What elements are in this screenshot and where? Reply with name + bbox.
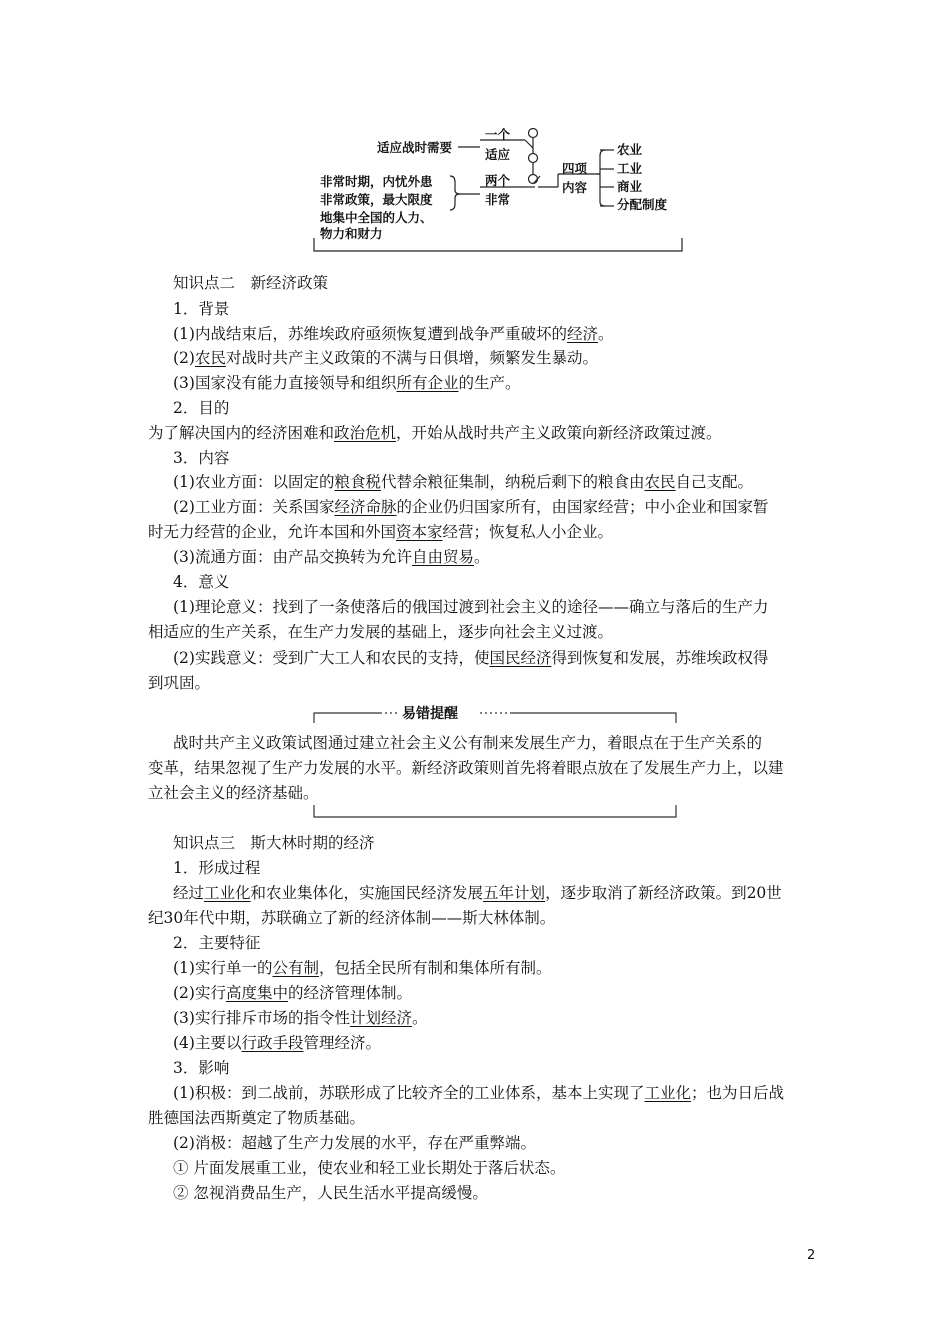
tip-line-3: 立社会主义的经济基础。 bbox=[148, 784, 319, 802]
kp2-c2b: 时无力经营的企业，允许本国和外国资本家经营；恢复私人小企业。 bbox=[148, 523, 614, 541]
diagram-label-b1: 非常时期，内忧外患 bbox=[320, 174, 433, 189]
kp2-s1: 1．背景 bbox=[173, 300, 230, 318]
page-number: 2 bbox=[807, 1248, 816, 1263]
kp2-bg1: (1)内战结束后，苏维埃政府亟须恢复遭到战争严重破坏的经济。 bbox=[173, 325, 614, 343]
kp2-s4: 4．意义 bbox=[173, 573, 230, 591]
kp2-s3: 3．内容 bbox=[173, 449, 230, 467]
kp2-c2a: (2)工业方面：关系国家经济命脉的企业仍归国家所有，由国家经营；中小企业和国家暂 bbox=[173, 498, 769, 516]
tip-title: 易错提醒 bbox=[398, 703, 462, 723]
kp2-m1b: 相适应的生产关系，在生产力发展的基础上，逐步向社会主义过渡。 bbox=[148, 623, 614, 641]
diagram-four: 四项 bbox=[562, 161, 588, 176]
kp3-s3: 3．影响 bbox=[173, 1059, 230, 1077]
diagram-adapt: 适应 bbox=[485, 147, 511, 162]
kp3-t3: (3)实行排斥市场的指令性计划经济。 bbox=[173, 1009, 428, 1027]
diagram-abnormal: 非常 bbox=[485, 192, 511, 207]
diagram-label-b2: 非常政策，最大限度 bbox=[320, 192, 433, 207]
kp2-m1a: (1)理论意义：找到了一条使落后的俄国过渡到社会主义的途径——确立与落后的生产力 bbox=[173, 598, 769, 616]
diagram-item-agriculture: 农业 bbox=[617, 142, 643, 157]
kp3-f1: 经过工业化和农业集体化，实施国民经济发展五年计划，逐步取消了新经济政策。到20世 bbox=[173, 884, 782, 902]
kp3-e2a: ① 片面发展重工业，使农业和轻工业长期处于落后状态。 bbox=[173, 1159, 566, 1177]
kp3-e1b: 胜德国法西斯奠定了物质基础。 bbox=[148, 1109, 366, 1127]
diagram-item-industry: 工业 bbox=[617, 161, 643, 176]
kp3-e1a: (1)积极：到二战前，苏联形成了比较齐全的工业体系，基本上实现了工业化；也为日后战 bbox=[173, 1084, 784, 1102]
kp3-title: 知识点三 斯大林时期的经济 bbox=[173, 834, 375, 852]
kp3-t4: (4)主要以行政手段管理经济。 bbox=[173, 1034, 381, 1052]
knowledge-diagram bbox=[300, 118, 700, 268]
kp2-bg3: (3)国家没有能力直接领导和组织所有企业的生产。 bbox=[173, 374, 521, 392]
kp2-s2: 2．目的 bbox=[173, 399, 230, 417]
kp2-title: 知识点二 新经济政策 bbox=[173, 274, 329, 292]
diagram-label-b3: 地集中全国的人力、 bbox=[320, 210, 433, 225]
kp2-c1: (1)农业方面：以固定的粮食税代替余粮征集制，纳税后剩下的粮食由农民自己支配。 bbox=[173, 473, 754, 491]
kp3-s1: 1．形成过程 bbox=[173, 859, 261, 877]
tip-line-2: 变革，结果忽视了生产力发展的水平。新经济政策则首先将着眼点放在了发展生产力上，以建 bbox=[148, 759, 784, 777]
diagram-item-commerce: 商业 bbox=[617, 179, 643, 194]
kp3-e2: (2)消极：超越了生产力发展的水平，存在严重弊端。 bbox=[173, 1134, 536, 1152]
diagram-label-adapt: 适应战时需要 bbox=[377, 140, 453, 155]
diagram-item-distribution: 分配制度 bbox=[617, 197, 668, 212]
kp2-c3: (3)流通方面：由产品交换转为允许自由贸易。 bbox=[173, 548, 490, 566]
kp3-s2: 2．主要特征 bbox=[173, 934, 261, 952]
kp2-m2b: 到巩固。 bbox=[148, 674, 211, 692]
diagram-one: 一个 bbox=[485, 127, 511, 142]
kp3-t1: (1)实行单一的公有制，包括全民所有制和集体所有制。 bbox=[173, 959, 552, 977]
kp2-goal: 为了解决国内的经济困难和政治危机，开始从战时共产主义政策向新经济政策过渡。 bbox=[148, 424, 722, 442]
diagram-label-b4: 物力和财力 bbox=[320, 226, 383, 241]
diagram-two: 两个 bbox=[485, 173, 511, 188]
tip-line-1: 战时共产主义政策试图通过建立社会主义公有制来发展生产力，着眼点在于生产关系的 bbox=[173, 734, 763, 752]
kp3-t2: (2)实行高度集中的经济管理体制。 bbox=[173, 984, 412, 1002]
kp3-f2: 纪30年代中期，苏联确立了新的经济体制——斯大林体制。 bbox=[148, 909, 556, 927]
kp3-e2b: ② 忽视消费品生产，人民生活水平提高缓慢。 bbox=[173, 1184, 488, 1202]
kp2-bg2: (2)农民对战时共产主义政策的不满与日俱增，频繁发生暴动。 bbox=[173, 349, 598, 367]
kp2-m2a: (2)实践意义：受到广大工人和农民的支持，使国民经济得到恢复和发展，苏维埃政权得 bbox=[173, 649, 769, 667]
diagram-content: 内容 bbox=[562, 180, 588, 195]
